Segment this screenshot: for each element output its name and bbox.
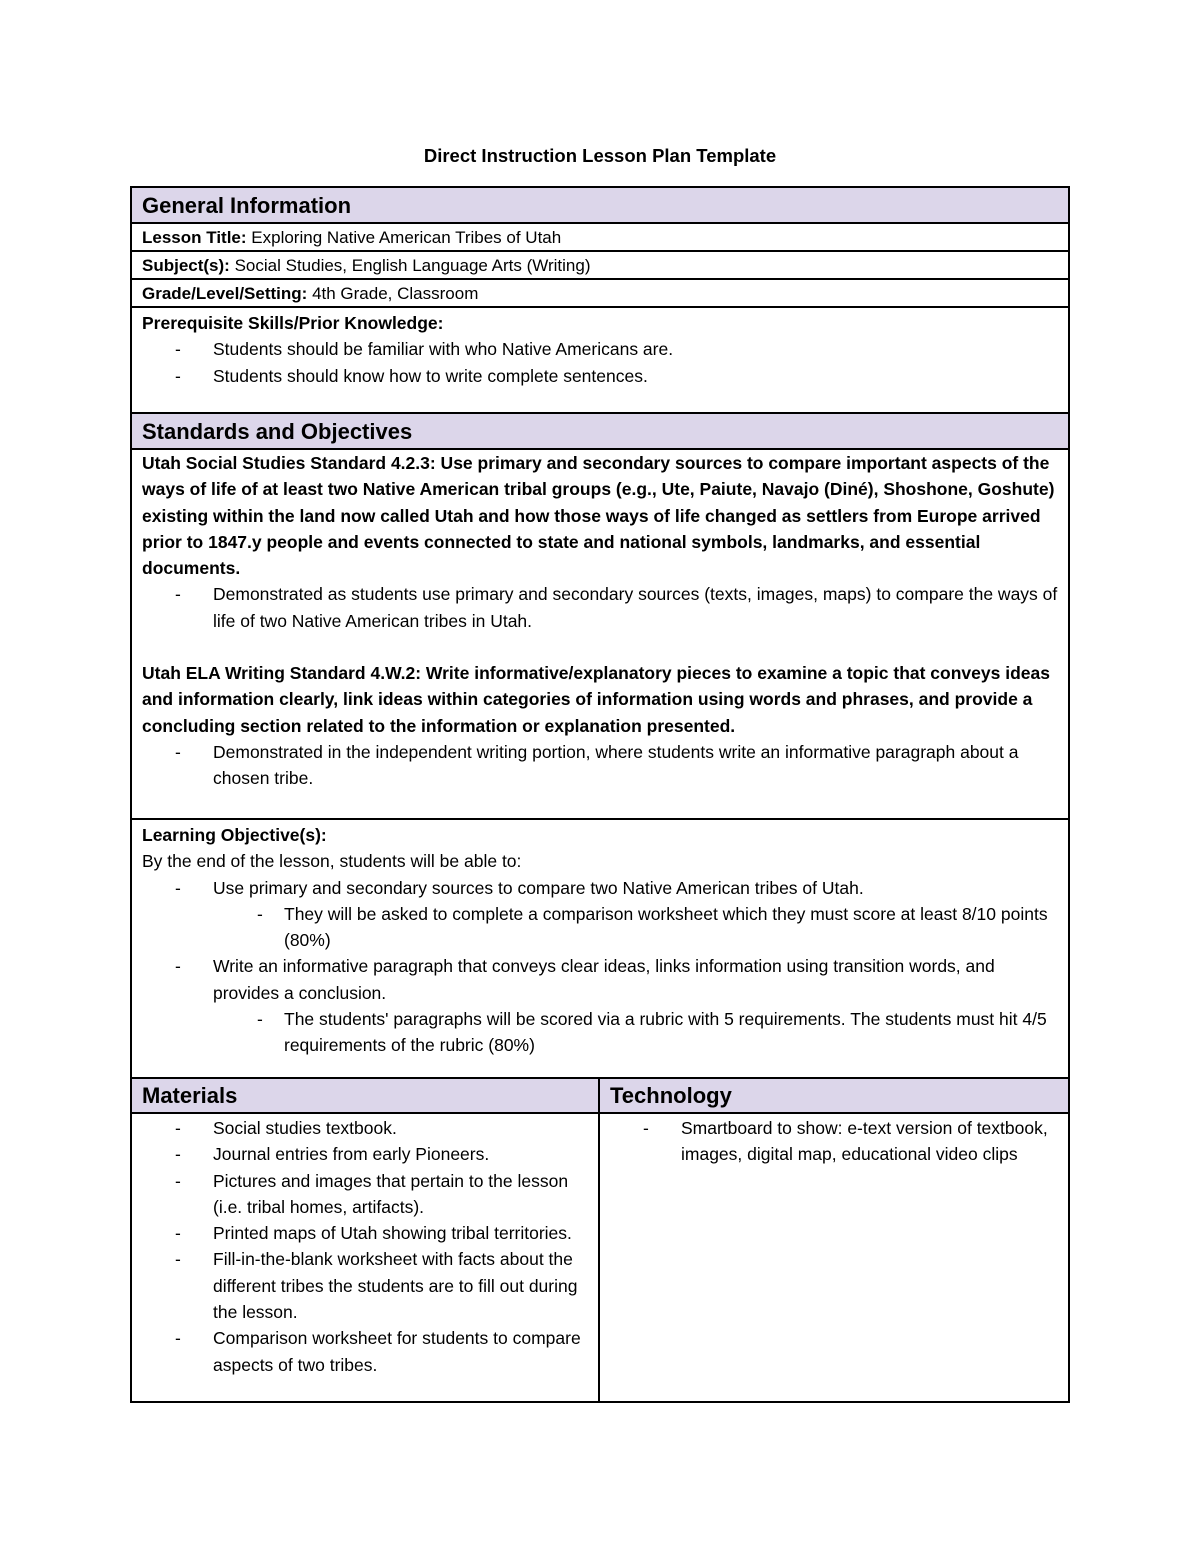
list-item: - Comparison worksheet for students to compare aspects of two tribes. — [142, 1325, 588, 1378]
materials-column — [132, 1079, 600, 1401]
section-header-general: General Information — [132, 188, 1068, 224]
subjects-value: Social Studies, English Language Arts (Writing) — [234, 256, 591, 275]
list-item: - Journal entries from early Pioneers. — [142, 1141, 588, 1167]
list-item: - Demonstrated as students use primary and secondary sources (texts, images, maps) to compare the ways of life of two Native American tribes in Utah. — [142, 581, 1058, 634]
prereq-label: Prerequisite Skills/Prior Knowledge: — [142, 313, 444, 333]
objectives-label: Learning Objective(s): — [142, 825, 327, 845]
materials-technology-row — [132, 1079, 1068, 1401]
list-item: - Use primary and secondary sources to compare two Native American tribes of Utah. — [142, 875, 1058, 901]
objectives-row — [132, 820, 1068, 1079]
list-item: - Printed maps of Utah showing tribal territories. — [142, 1220, 588, 1246]
ss-standard: Utah Social Studies Standard 4.2.3: Use primary and secondary sources to compare important aspects of the ways of life of at least two Native American tribal groups (e.g., Ute, Paiute, Navajo (Diné), Shoshone, Goshute) existing within the land now called Utah and how those ways of life changed as settlers from Europe arrived prior to 1847.y people and events connected to state and national symbols, landmarks, and essential documents. — [142, 453, 1055, 579]
list-item: - Smartboard to show: e-text version of textbook, images, digital map, educational video clips — [610, 1115, 1058, 1168]
lesson-title-value: Exploring Native American Tribes of Utah — [251, 228, 562, 247]
list-item: - Demonstrated in the independent writing portion, where students write an informative paragraph about a chosen tribe. — [142, 739, 1058, 792]
grade-label: Grade/Level/Setting: — [142, 284, 308, 303]
section-header-standards: Standards and Objectives — [132, 414, 1068, 450]
subjects-row — [132, 252, 1068, 280]
subjects-label: Subject(s): — [142, 256, 230, 275]
objectives-intro: By the end of the lesson, students will be able to: — [142, 851, 522, 872]
page-title: Direct Instruction Lesson Plan Template — [423, 145, 777, 166]
standards-row — [132, 450, 1068, 820]
grade-value: 4th Grade, Classroom — [312, 284, 479, 303]
list-item: - Pictures and images that pertain to the lesson (i.e. tribal homes, artifacts). — [142, 1168, 588, 1221]
section-header-technology: Technology — [600, 1079, 1068, 1114]
technology-column — [600, 1079, 1068, 1401]
list-item: - Fill-in-the-blank worksheet with facts about the different tribes the students are to fill out during the lesson. — [142, 1246, 588, 1325]
grade-row — [132, 280, 1068, 308]
list-item: - Students should be familiar with who Native Americans are. — [142, 336, 1058, 362]
lesson-title-label: Lesson Title: — [142, 228, 247, 247]
prereq-row — [132, 308, 1068, 414]
list-item: - Write an informative paragraph that conveys clear ideas, links information using transition words, and provides a conclusion. — [142, 953, 1058, 1006]
lesson-plan-table — [130, 186, 1070, 1403]
lesson-title-row — [132, 224, 1068, 252]
ela-standard: Utah ELA Writing Standard 4.W.2: Write informative/explanatory pieces to examine a topic that conveys ideas and information clearly, link ideas within categories of information using words and phrases, and provide a concluding section related to the information or explanation presented. — [142, 663, 1050, 736]
section-header-materials: Materials — [132, 1079, 598, 1114]
list-item: - Students should know how to write complete sentences. — [142, 363, 1058, 389]
list-item: - They will be asked to complete a comparison worksheet which they must score at least 8/10 points (80%) — [142, 901, 1058, 954]
list-item: - Social studies textbook. — [142, 1115, 588, 1141]
list-item: - The students' paragraphs will be scored via a rubric with 5 requirements. The students must hit 4/5 requirements of the rubric (80%) — [142, 1006, 1058, 1059]
